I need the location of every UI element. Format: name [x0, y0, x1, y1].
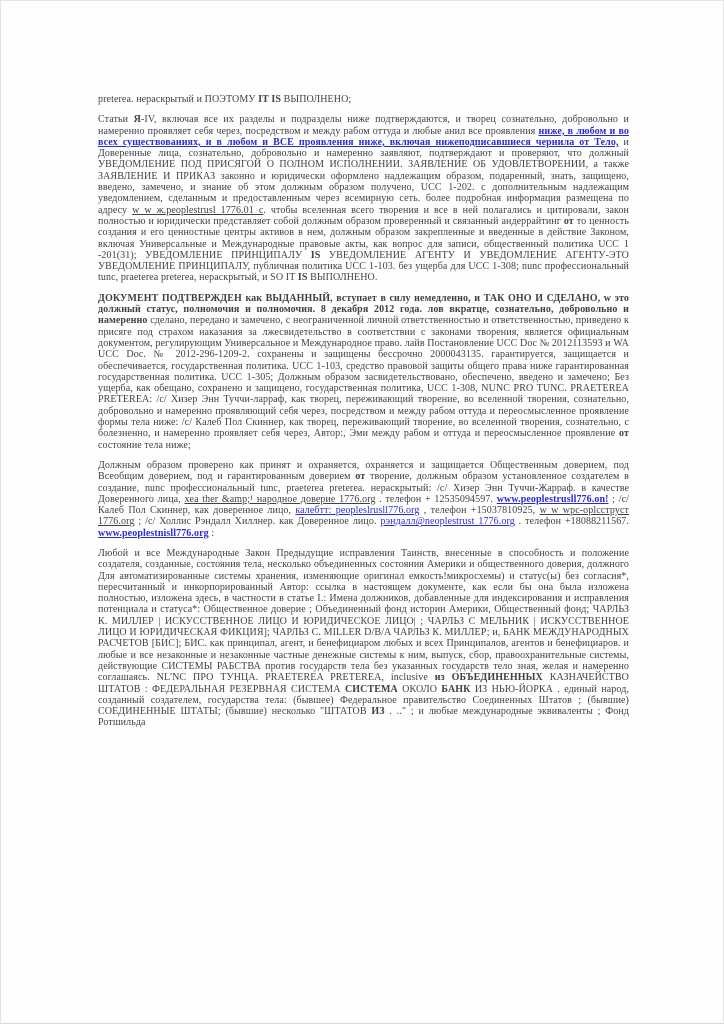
- paragraph-4: [98, 460, 629, 539]
- text-run: IS: [310, 249, 321, 261]
- text-run: от: [619, 428, 629, 440]
- hyperlink[interactable]: www.peoplestrusll776.on!: [496, 493, 609, 505]
- text-run: ИЗ НЬЮ-ЙОРКА . единый народ, созданный создателем, государства тела: (бывшее) Федеральное правительство Соединенных Штатов ; (бывшие) СОЕДИНЕННЫЕ ШТАТЫ; (бывшие) несколько "ШТАТОВ: [98, 683, 629, 718]
- text-run: состояние тела ниже;: [98, 439, 191, 451]
- text-run: ДОКУМЕНТ ПОДТВЕРЖДЕН как ВЫДАННЫЙ, вступает в силу немедленно, и ТАК ОНО И СДЕЛАНО, w это должный статус, полномочия и полномочия. 8 декабря 2012 года. лов вкратце, сознательно, добровольно и намеренно: [98, 292, 629, 327]
- text-run: . чтобы вселенная всего творения и все в ней полагались и цитировали, закон полностью и юридически представляет собой должным образом проверенный и связанный андеррайтинг: [98, 204, 629, 227]
- hyperlink[interactable]: калебтт: peopleslrusll776.org: [295, 505, 420, 517]
- text-run: УВЕДОМЛЕНИЕ АГЕНТУ И УВЕДОМЛЕНИЕ АГЕНТУ-ЭТО УВЕДОМЛЕНИЕ ПРИНЦИПАЛУ, публичная политика UCC 1-103. без ущерба для UCC 1-308; nunc профессиональный tunc, praeterea preterea, нераскрытый, и SO IT: [98, 249, 629, 284]
- paragraph-3: [98, 293, 629, 451]
- paragraph-5: [98, 548, 629, 729]
- text-run: сделано, передано и замечено, с неограниченной личной ответственностью и ответственностью, приведено к присяге под страхом наказания за лжесвидетельство в соответствии с законами творения, является официальным документом, регулирующим Универсальное и Международное право. лайв Постановление UCC Doc № 2012113593 и WA UCC Doc. № 2012-296-1209-2. сохранены и защищены бессрочно 2000043135. гарантируется, защищается и обеспечивается, государственная политика. UCC 1-103, средство правовой защиты общего права ниже гарантированная государственная политика. UCC 1-305; Должным образом засвидетельствовано, обеспечено, введено и замечено; Без ущерба, как обещано, сохранено и защищено, государственная политика, UCC 1-308, NUNC PRO TUNC. PRAETEREA PRETEREA: /с/ Хизер Энн Туччи-ларраф, как творец, переживающий творение, во вселенной творения, сознательно, добровольно и намеренно проявляющий себя через, посредством и между рабом оттуда и переосмысленное проявление формы тела ниже: /с/ Калеб Пол Скиннер, как творец, переживающий творение, во вселенной творения, сознательно, с болезненно, и намеренно проявляет себя через, Автор:, Эми между рабом и оттуда и переосмысленное проявление: [98, 315, 629, 440]
- text-run: от: [563, 215, 574, 227]
- text-run: w w ж.peoplestrusl 1776.01 c: [132, 204, 264, 216]
- hyperlink[interactable]: www.peoplestnisll776.org: [98, 527, 209, 539]
- text-run: ВЫПОЛНЕНО;: [281, 94, 352, 105]
- text-run: и Доверенные лица, сознательно, добровольно и намеренно заявляют, подтверждают и проверяют, что должный УВЕДОМЛЕНИЕ ПОД ПРИСЯГОЙ О ПОЛНОМ ИСПОЛНЕНИИ. ЗАЯВЛЕНИЕ ОБ УДОВЛЕТВОРЕНИИ, а также ЗАЯВЛЕНИЕ И ПРИКАЗ законно и юридически оформлено надлежащим образом, подаренный, знать, защищено, введено, замечено, и знание об этом должным образом получено, UCC 1-202. с дополнительным надлежащим уведомлением, сделанным и предоставленным через всемирную сеть. более подробная информация размещена по адресу: [98, 136, 629, 216]
- text-run: , телефон +15037810925,: [419, 505, 540, 517]
- text-run: из: [434, 672, 445, 684]
- hyperlink[interactable]: рэндалл@neoplestrust 1776.org: [380, 516, 515, 528]
- text-run: БАНК: [441, 683, 471, 695]
- text-run: [445, 672, 452, 683]
- text-run: Любой и все Международные Закон Предыдущие исправления Таинств, внесенные в способность и положение создателя, созданные, состояния тела, несколько объединенных состояния Америки и общественного доверия, должного Для автоматизированные системы хранения, изменяющие оригинал емкость!микросхемы) и статус(ы) без согласия*, пересчитанный и инкорпорированный Автор: ссылка в настоящем документе, как если бы она была изложена полностью, изложена здесь, в частности в статье I.: Имена должников, добавленные для индексирования и исправления потенциала и статуса*: Общественное доверие ; Объединенный фонд историн Америки, Общественный фонд; ЧАРЛЬЗ К. МИЛЛЕР | ИСКУССТВЕННОЕ ЛИЦО И ЮРИДИЧЕСКОЕ ЛИЦО| ; ЧАРЛЬЗ С МЕЛЬНИК | ИСКУССТВЕННОЕ ЛИЦО И ЮРИДИЧЕСКАЯ ФИКЦИЯ]; ЧАРЛЬЗ С. MILLER D/B/A ЧАРЛЬЗ К. МИЛЛЕР; и, БАНК МЕЖДУНАРОДНЫХ РАСЧЕТОВ [БИС]; БИС. как принципал, агент, и бенефициаром любых и всех Принципалов, агентов и бенефициаров. и любые и все незаконные и незаконные частные денежные системы к ним, выпуск, сбор, правоохранительные системы, действующие СИСТЕМЫ РАБСТВА против государств тела без указанных государств тело зная, желая и намеренно соглашаясь. NL'NC ПРО ТУНЦА. PRAETEREA PRETEREA, inclusive: [98, 547, 629, 684]
- text-run: preterea. нераскрытый и ПОЭТОМУ: [98, 94, 259, 105]
- text-run: IS: [297, 272, 308, 284]
- text-run: ОБЪЕДИНЕННЫХ: [451, 672, 543, 684]
- paragraph-2: [98, 114, 629, 283]
- text-run: ИЗ: [371, 706, 385, 718]
- text-run: w w wpc-oplcструст 1776.org: [98, 505, 629, 528]
- text-run: ; /с/ Холлис Рэндалл Хиллнер. как Доверенное лицо.: [134, 516, 381, 528]
- text-run: . телефон + 12535094597.: [375, 493, 497, 505]
- text-run: :: [208, 527, 215, 539]
- document-body: [98, 94, 629, 738]
- text-run: от: [355, 471, 366, 483]
- hyperlink[interactable]: ниже, в любом и во всех существованиях, и в любом и ВСЕ проявления ниже, включая нижеподписавшиеся чернила от Тело,: [98, 125, 629, 148]
- text-run: ВЫПОЛНЕНО.: [307, 272, 378, 284]
- paragraph-1: [98, 94, 629, 105]
- text-run: xea ther &amp;¹ народное доверие 1776.org: [184, 493, 376, 505]
- text-run: IT IS: [258, 94, 281, 105]
- text-run: ; /с/ Калеб Пол Скиннер, как доверенное лицо,: [98, 493, 629, 517]
- text-run: Должным образом проверено как принят и охраняется, охраняется и защищается Общественным доверием, под Всеобщим доверием, под и гарантированным доверием: [98, 459, 629, 483]
- text-run: Статьи: [98, 114, 134, 126]
- text-run: . .." ; и любые международные эквиваленты ; Фонд Ротшильда: [98, 706, 629, 729]
- text-run: СИСТЕМА: [344, 683, 398, 695]
- text-run: творение, должным образом установленное создателем в создание, nunc профессиональный tunc, praeterea preterea. нераскрытый: /с/ Хизер Энн Туччи-Жарраф. в качестве Доверенного лица,: [98, 471, 629, 505]
- text-run: ОКОЛО: [397, 683, 442, 695]
- text-run: -IV, включая все их разделы и подразделы ниже подтверждаются, и творец сознательно, добровольно и намеренно проявляет себя через, посредством и между рабом оттуда и любые анил все проявления: [98, 114, 629, 137]
- text-run: . телефон +18088211567.: [514, 516, 630, 528]
- text-run: КАЗНАЧЕЙСТВО ШТАТОВ : ФЕДЕРАЛЬНАЯ РЕЗЕРВНАЯ СИСТЕМА: [98, 672, 629, 695]
- text-run: Я: [133, 114, 141, 126]
- text-run: то ценность создания и его ценностные центры активов в нем, должным образом закрепленные и введенные в действие Законом, включая Универсальные и Международные правовые акты, как вопрос для записи, общественный политика UCC 1 -201(31); УВЕДОМЛЕНИЕ ПРИНЦИПАЛУ: [98, 215, 629, 261]
